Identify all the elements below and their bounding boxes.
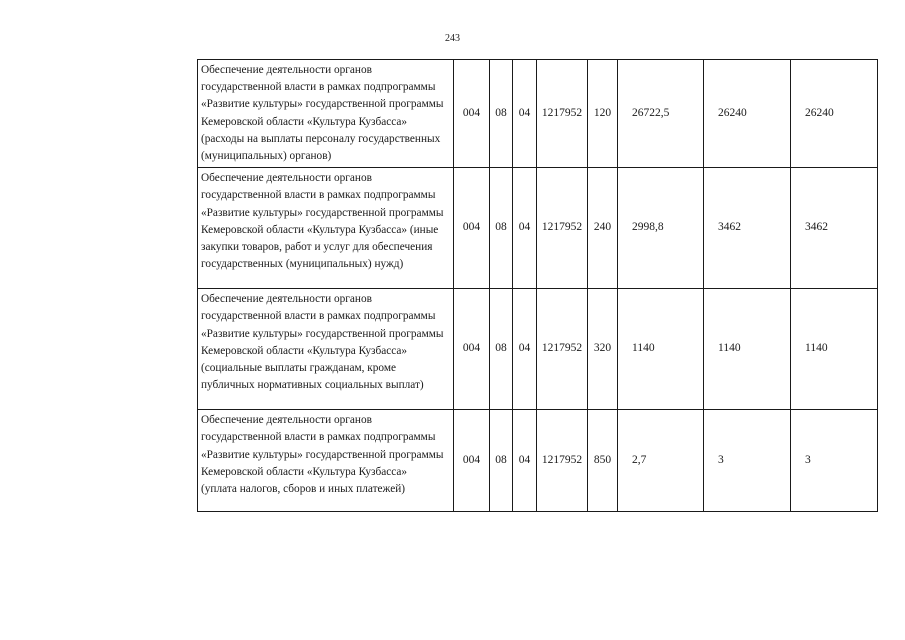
description-line: Обеспечение деятельности органов	[201, 293, 372, 306]
expense-type-code: 320	[588, 289, 618, 410]
row-description	[198, 168, 454, 289]
ministry-code: 004	[454, 410, 490, 512]
section-code: 08	[490, 168, 513, 289]
expense-type-code: 240	[588, 168, 618, 289]
target-article-code: 1217952	[537, 289, 588, 410]
description-line: государственных (муниципальных) нужд)	[201, 258, 404, 271]
description-line: государственной власти в рамках подпрограммы	[201, 310, 436, 323]
row-description	[198, 60, 454, 168]
section-code: 08	[490, 410, 513, 512]
description-line: Обеспечение деятельности органов	[201, 414, 372, 427]
target-article-code: 1217952	[537, 60, 588, 168]
description-line: Обеспечение деятельности органов	[201, 64, 372, 76]
table-row	[198, 60, 878, 168]
description-line: публичных нормативных социальных выплат)	[201, 379, 424, 392]
amount-year-1: 26722,5	[618, 60, 704, 168]
amount-year-3: 26240	[791, 60, 878, 168]
description-line: (социальные выплаты гражданам, кроме	[201, 362, 397, 375]
amount-year-2: 26240	[704, 60, 791, 168]
ministry-code: 004	[454, 289, 490, 410]
subsection-code: 04	[513, 168, 537, 289]
subsection-code: 04	[513, 289, 537, 410]
row-description	[198, 410, 454, 512]
section-code: 08	[490, 289, 513, 410]
description-line: Обеспечение деятельности органов	[201, 172, 372, 185]
expense-type-code: 850	[588, 410, 618, 512]
description-line: (муниципальных) органов)	[201, 150, 332, 163]
amount-year-2: 3	[704, 410, 791, 512]
amount-year-1: 2,7	[618, 410, 704, 512]
target-article-code: 1217952	[537, 410, 588, 512]
description-line: «Развитие культуры» государственной программы	[201, 448, 444, 461]
subsection-code: 04	[513, 60, 537, 168]
table-row	[198, 168, 878, 289]
ministry-code: 004	[454, 168, 490, 289]
target-article-code: 1217952	[537, 168, 588, 289]
amount-year-3: 3	[791, 410, 878, 512]
row-description	[198, 289, 454, 410]
description-line: (уплата налогов, сборов и иных платежей)	[201, 483, 406, 496]
table-row	[198, 410, 878, 512]
section-code: 08	[490, 60, 513, 168]
expense-type-code: 120	[588, 60, 618, 168]
description-line: «Развитие культуры» государственной программы	[201, 98, 444, 111]
description-line: государственной власти в рамках подпрограммы	[201, 189, 436, 202]
description-line: Кемеровской области «Культура Кузбасса» (иные	[201, 223, 439, 236]
budget-table	[197, 59, 878, 512]
description-line: Кемеровской области «Культура Кузбасса»	[201, 344, 408, 357]
amount-year-2: 1140	[704, 289, 791, 410]
subsection-code: 04	[513, 410, 537, 512]
amount-year-1: 1140	[618, 289, 704, 410]
amount-year-2: 3462	[704, 168, 791, 289]
table-row	[198, 289, 878, 410]
description-line: закупки товаров, работ и услуг для обеспечения	[201, 241, 433, 254]
amount-year-3: 1140	[791, 289, 878, 410]
amount-year-3: 3462	[791, 168, 878, 289]
description-line: (расходы на выплаты персоналу государственных	[201, 132, 441, 145]
description-line: Кемеровской области «Культура Кузбасса»	[201, 115, 408, 128]
ministry-code: 004	[454, 60, 490, 168]
description-line: государственной власти в рамках подпрограммы	[201, 431, 436, 444]
amount-year-1: 2998,8	[618, 168, 704, 289]
description-line: государственной власти в рамках подпрограммы	[201, 81, 436, 94]
description-line: «Развитие культуры» государственной программы	[201, 327, 444, 340]
description-line: «Развитие культуры» государственной программы	[201, 206, 444, 219]
description-line: Кемеровской области «Культура Кузбасса»	[201, 465, 408, 478]
page-number: 243	[445, 33, 460, 44]
